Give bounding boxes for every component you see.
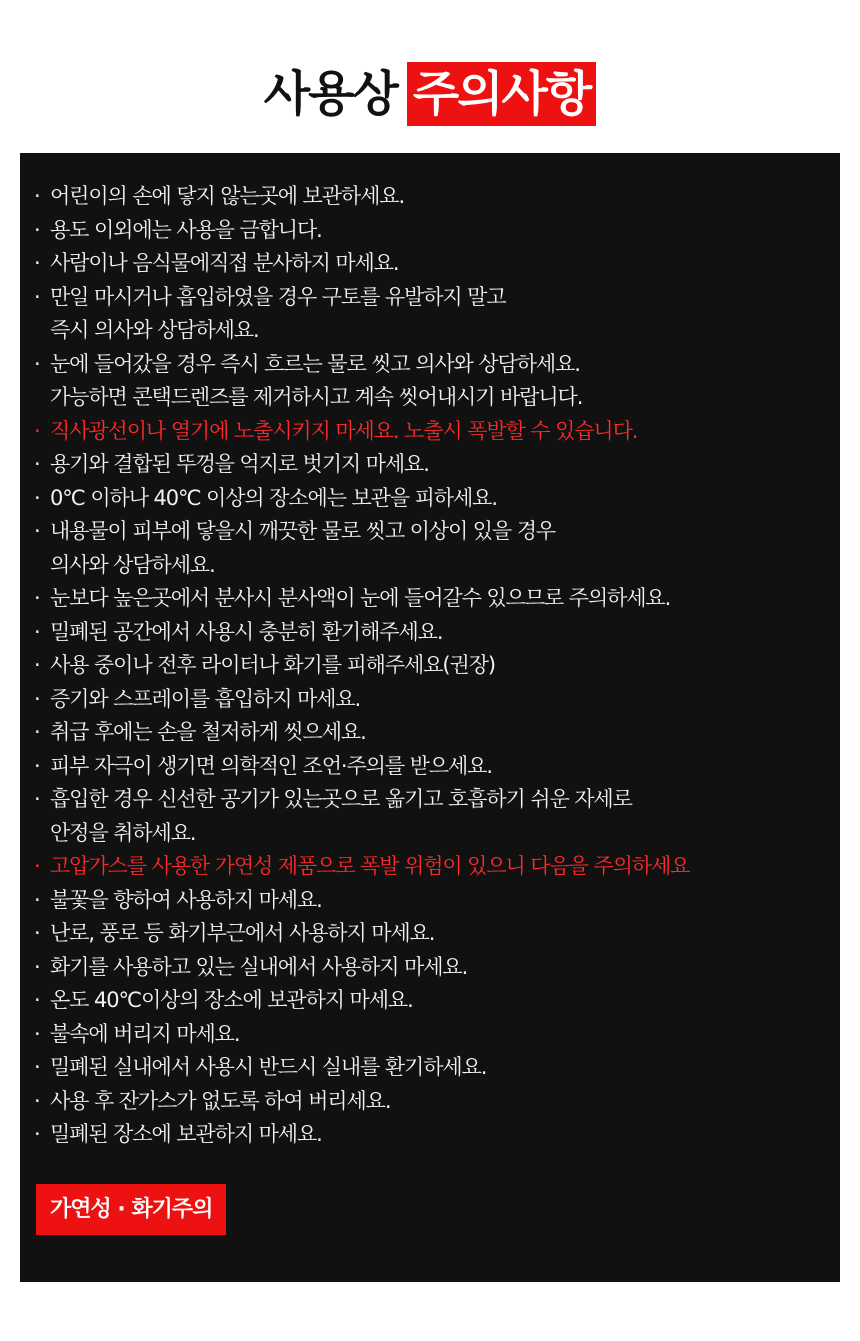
notice-text: 사람이나 음식물에직접 분사하지 마세요.: [50, 251, 399, 275]
notice-text: 눈보다 높은곳에서 분사시 분사액이 눈에 들어갈수 있으므로 주의하세요.: [50, 586, 671, 610]
notice-item: [33, 951, 833, 985]
notice-text: 0℃ 이하나 40℃ 이상의 장소에는 보관을 피하세요.: [50, 485, 497, 510]
notice-text: 사용 중이나 전후 라이터나 화기를 피해주세요(권장): [50, 653, 495, 677]
notice-text: 내용물이 피부에 닿을시 깨끗한 물로 씻고 이상이 있을 경우 의사와 상담하세요.: [50, 519, 556, 577]
bullet-dot: ·: [34, 720, 40, 744]
bullet-dot: ·: [34, 954, 40, 979]
bullet-dot: ·: [34, 988, 40, 1012]
bullet-dot: ·: [34, 284, 40, 309]
notice-item: [33, 180, 833, 214]
bullet-dot: ·: [34, 854, 40, 878]
notice-item: [33, 348, 833, 415]
notice-text: 밀폐된 실내에서 사용시 반드시 실내를 환기하세요.: [50, 1055, 487, 1079]
notice-text: 취급 후에는 손을 철저하게 씻으세요.: [50, 720, 366, 744]
bullet-dot: ·: [34, 1088, 40, 1113]
bullet-dot: ·: [34, 686, 40, 711]
bullet-dot: ·: [34, 519, 40, 543]
notice-text: 사용 후 잔가스가 없도록 하여 버리세요.: [50, 1088, 391, 1113]
notice-text: 용도 이외에는 사용을 금합니다.: [50, 217, 322, 242]
notice-text: 화기를 사용하고 있는 실내에서 사용하지 마세요.: [50, 954, 468, 979]
bullet-dot: ·: [34, 485, 40, 510]
flammable-warning-badge: 가연성 · 화기주의: [36, 1184, 226, 1235]
precautions-list: [33, 180, 833, 1152]
bullet-dot: ·: [34, 887, 40, 912]
bullet-dot: ·: [34, 351, 40, 376]
bullet-dot: ·: [34, 452, 40, 476]
notice-item: [33, 214, 833, 248]
page-title-prefix: 사용상: [263, 66, 397, 122]
notice-item: [33, 616, 833, 650]
notice-text: 불속에 버리지 마세요.: [50, 1021, 240, 1046]
warning-notice-item: [33, 415, 833, 449]
notice-text: 밀폐된 장소에 보관하지 마세요.: [50, 1122, 322, 1146]
notice-item: [33, 783, 833, 850]
notice-text: 용기와 결합된 뚜껑을 억지로 벗기지 마세요.: [50, 452, 429, 476]
notice-text: 온도 40℃이상의 장소에 보관하지 마세요.: [50, 988, 413, 1012]
bullet-dot: ·: [34, 1122, 40, 1146]
notice-text: 어린이의 손에 닿지 않는곳에 보관하세요.: [50, 184, 405, 208]
bullet-dot: ·: [34, 1021, 40, 1046]
notice-item: [33, 1051, 833, 1085]
notice-item: [33, 1085, 833, 1119]
notice-item: [33, 482, 833, 516]
notice-text: 불꽃을 향하여 사용하지 마세요.: [50, 887, 322, 912]
notice-text: 밀폐된 공간에서 사용시 충분히 환기해주세요.: [50, 619, 443, 644]
bullet-dot: ·: [34, 787, 40, 811]
notice-text: 고압가스를 사용한 가연성 제품으로 폭발 위험이 있으니 다음을 주의하세요: [50, 854, 690, 878]
notice-item: [33, 750, 833, 784]
bullet-dot: ·: [34, 1055, 40, 1079]
notice-item: [33, 649, 833, 683]
notice-item: [33, 247, 833, 281]
bullet-dot: ·: [34, 753, 40, 778]
bullet-dot: ·: [34, 184, 40, 208]
notice-text: 난로, 풍로 등 화기부근에서 사용하지 마세요.: [50, 921, 435, 945]
notice-item: [33, 884, 833, 918]
notice-text: 직사광선이나 열기에 노출시키지 마세요. 노출시 폭발할 수 있습니다.: [50, 418, 638, 443]
notice-text: 눈에 들어갔을 경우 즉시 흐르는 물로 씻고 의사와 상담하세요. 가능하면 콘택드렌즈를 제거하시고 계속 씻어내시기 바랍니다.: [50, 351, 583, 409]
bullet-dot: ·: [34, 217, 40, 242]
notice-item: [33, 582, 833, 616]
notice-item: [33, 683, 833, 717]
notice-text: 피부 자극이 생기면 의학적인 조언·주의를 받으세요.: [50, 753, 492, 778]
bullet-dot: ·: [34, 418, 40, 443]
bullet-dot: ·: [34, 251, 40, 275]
notice-text: 흡입한 경우 신선한 공기가 있는곳으로 옮기고 호흡하기 쉬운 자세로 안정을 취하세요.: [50, 787, 632, 845]
notice-item: [33, 1018, 833, 1052]
notice-item: [33, 448, 833, 482]
notice-item: [33, 984, 833, 1018]
bullet-dot: ·: [34, 921, 40, 945]
precautions-panel: [20, 153, 840, 1282]
notice-item: [33, 917, 833, 951]
bullet-dot: ·: [34, 619, 40, 644]
page-title: [0, 58, 860, 130]
warning-notice-item: [33, 850, 833, 884]
notice-item: [33, 515, 833, 582]
notice-item: [33, 716, 833, 750]
notice-text: 만일 마시거나 흡입하였을 경우 구토를 유발하지 말고 즉시 의사와 상담하세요.: [50, 284, 506, 342]
page-title-highlight: 주의사항: [407, 62, 596, 126]
notice-item: [33, 1118, 833, 1152]
notice-text: 증기와 스프레이를 흡입하지 마세요.: [50, 686, 361, 711]
notice-item: [33, 281, 833, 348]
bullet-dot: ·: [34, 586, 40, 610]
bullet-dot: ·: [34, 653, 40, 677]
